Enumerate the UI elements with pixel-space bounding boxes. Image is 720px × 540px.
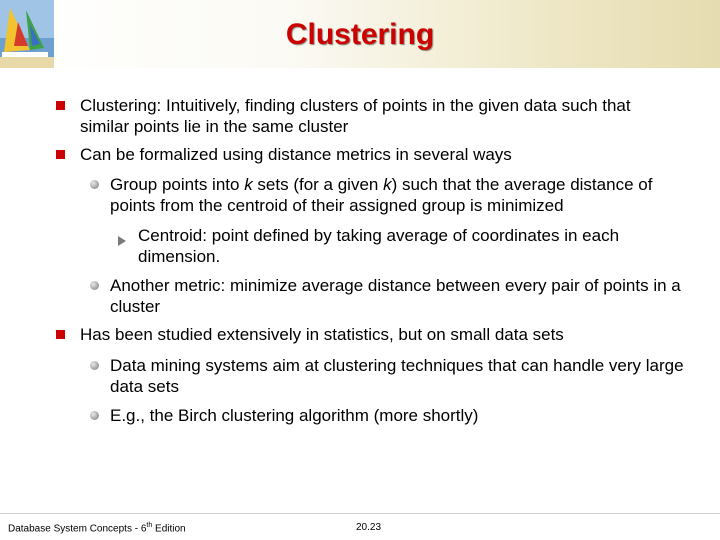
square-bullet-icon <box>56 330 65 339</box>
bullet-text: Clustering: Intuitively, finding clusters of points in the given data such that similar points lie in the same cluster <box>80 96 631 136</box>
bullet-text: Has been studied extensively in statistics, but on small data sets <box>80 325 564 344</box>
bullet-text: Centroid: point defined by taking average of coordinates in each dimension. <box>138 226 620 266</box>
round-bullet-icon <box>90 281 99 290</box>
square-bullet-icon <box>56 101 65 110</box>
bullet-text: E.g., the Birch clustering algorithm (more shortly) <box>110 406 479 425</box>
round-bullet-icon <box>90 180 99 189</box>
footer-page-number: 20.23 <box>356 522 382 533</box>
round-bullet-icon <box>90 361 99 370</box>
footer-divider <box>0 513 720 514</box>
footer-book-title: Database System Concepts - 6th Edition <box>8 522 186 535</box>
bullet-text: Another metric: minimize average distance between every pair of points in a cluster <box>110 276 681 316</box>
slide-title: Clustering <box>285 18 435 51</box>
square-bullet-icon <box>56 150 65 159</box>
bullet-text: Group points into k sets (for a given k) such that the average distance of points from the centroid of their assigned group is minimized <box>110 175 653 215</box>
triangle-bullet-icon <box>118 230 126 251</box>
bullet-text: Data mining systems aim at clustering techniques that can handle very large data sets <box>110 356 684 396</box>
bullet-text: Can be formalized using distance metrics in several ways <box>80 145 512 164</box>
round-bullet-icon <box>90 411 99 420</box>
